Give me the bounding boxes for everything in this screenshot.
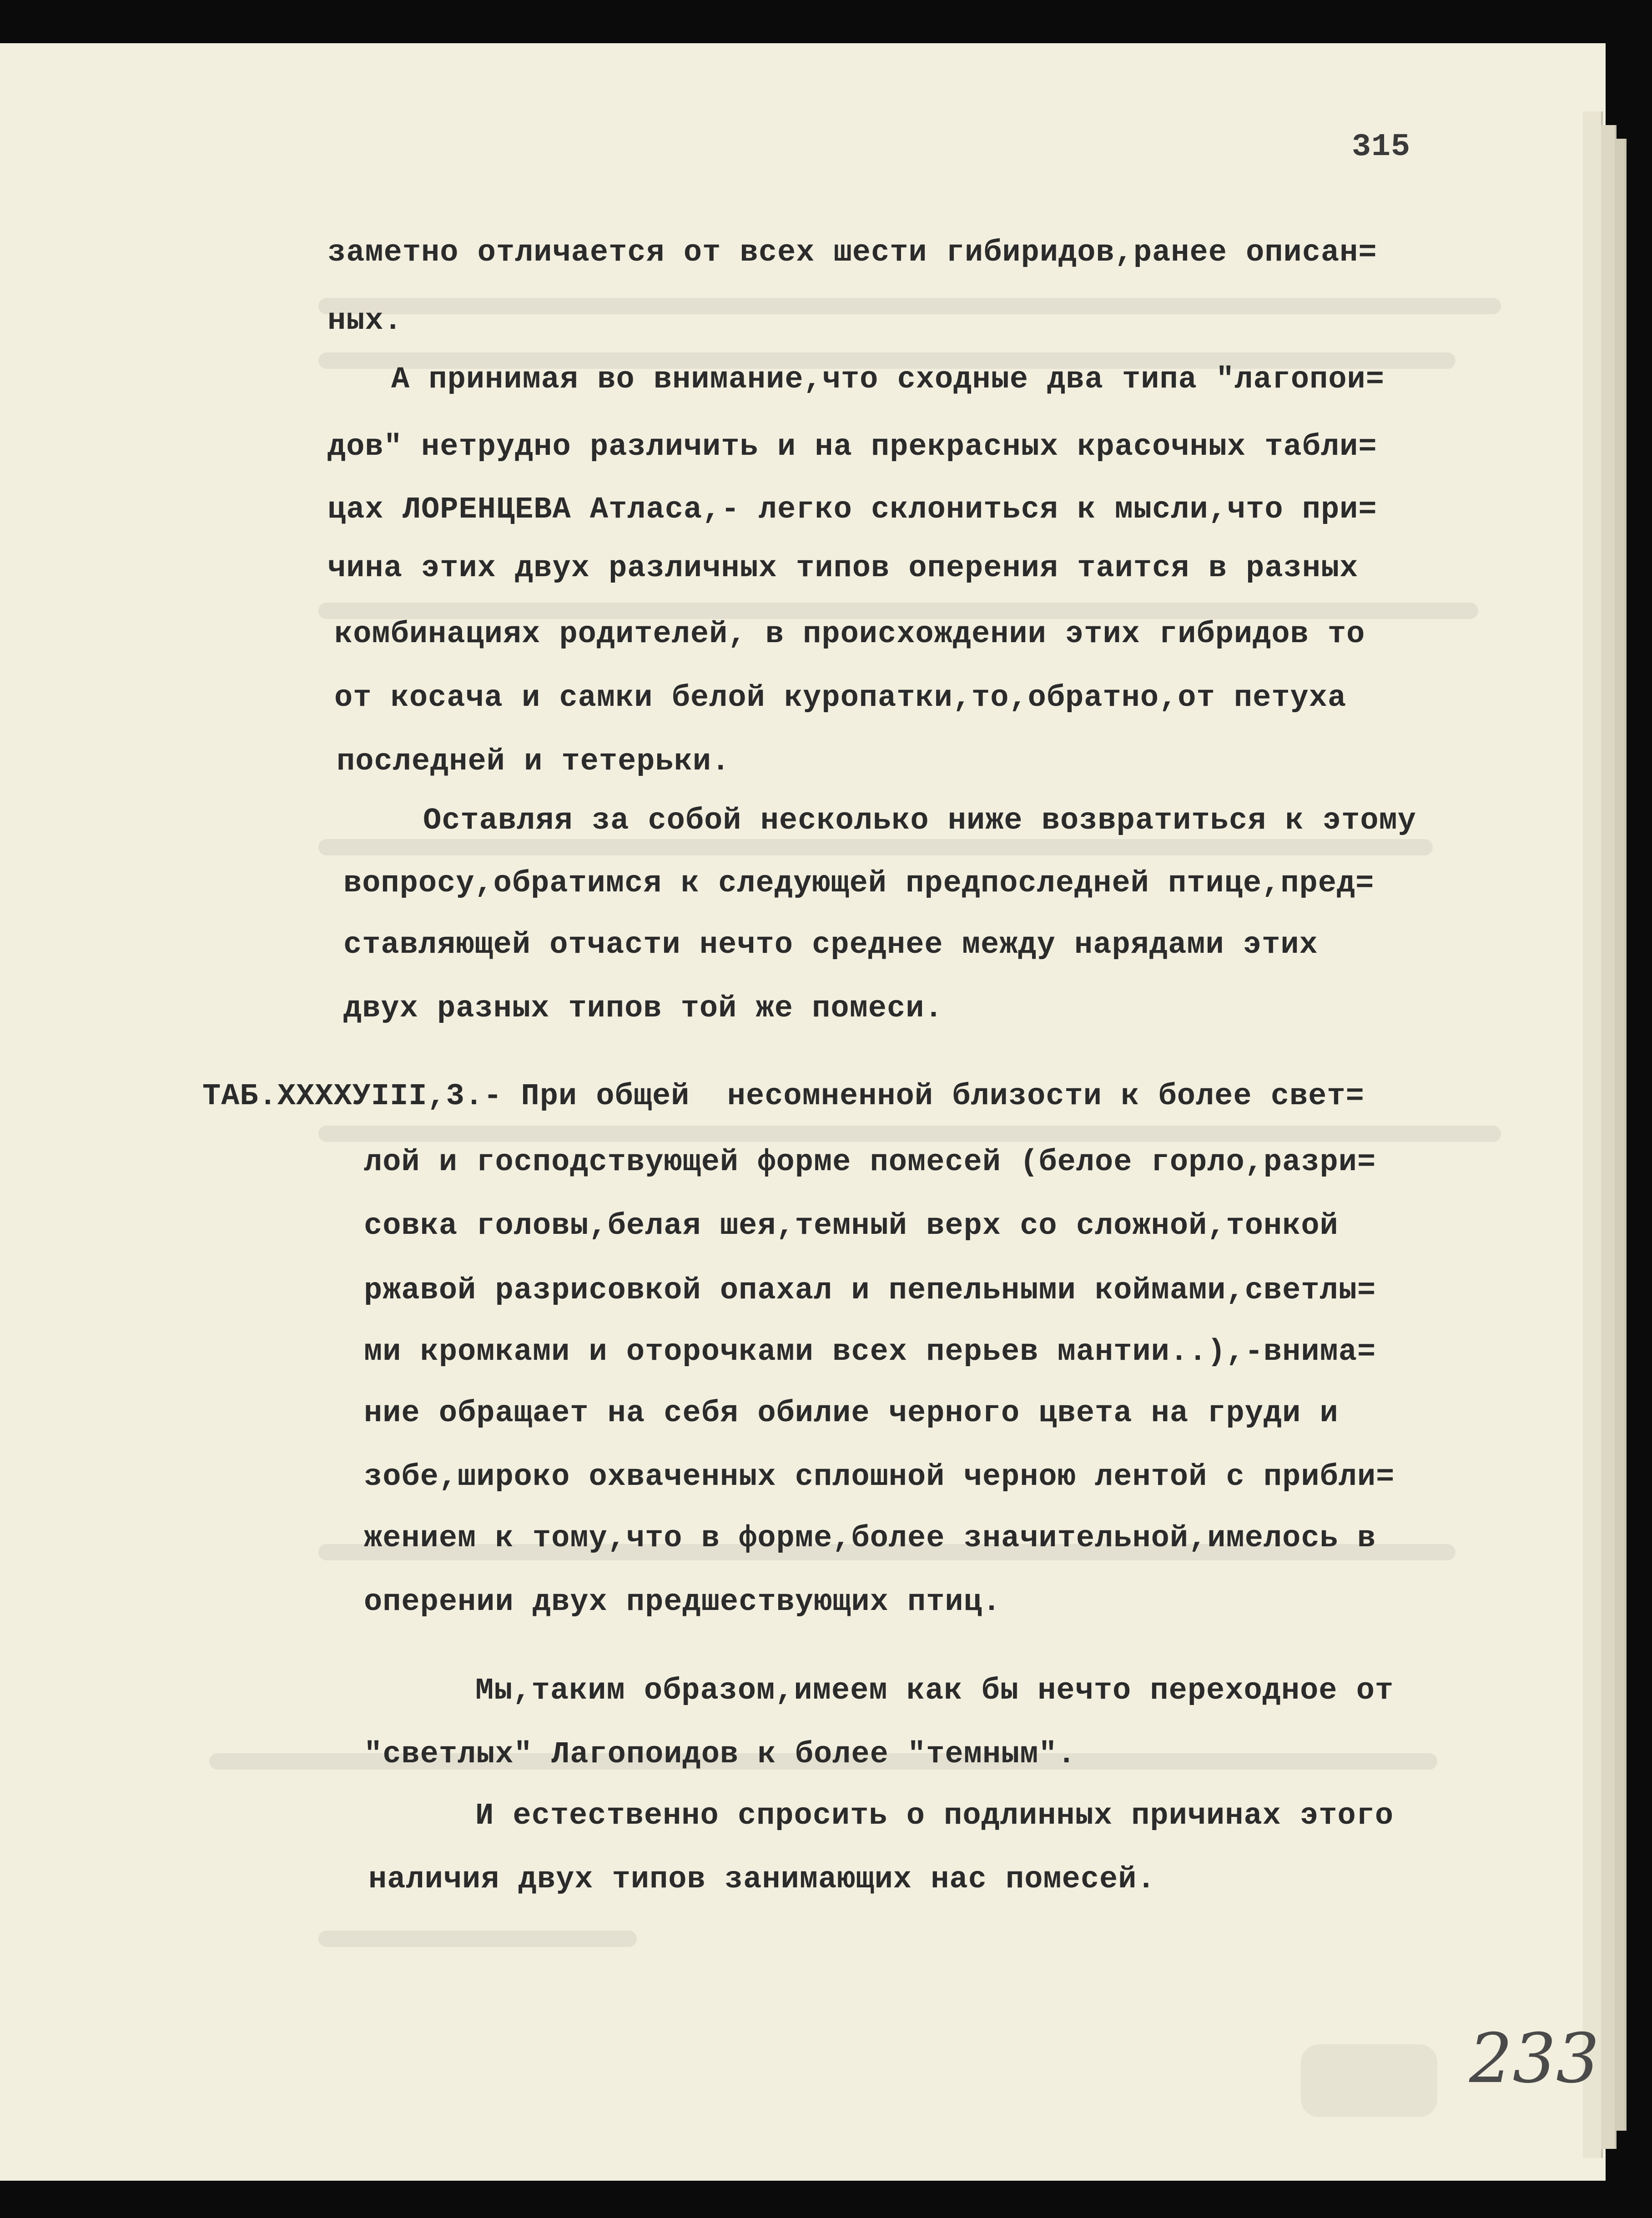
text-line: ставляющей отчасти нечто среднее между нарядами этих: [343, 928, 1318, 962]
text-line: жением к тому,что в форме,более значительной,имелось в: [364, 1521, 1376, 1556]
text-line: комбинациях родителей, в происхождении этих гибридов то: [334, 617, 1365, 652]
page-stack-edge: [1583, 111, 1603, 2158]
text-line: "светлых" Лагопоидов к более "темным".: [364, 1737, 1076, 1772]
text-line: двух разных типов той же помеси.: [343, 991, 943, 1026]
text-line: Оставляя за собой несколько ниже возвратиться к этому: [423, 804, 1416, 838]
text-line: совка головы,белая шея,темный верх со сложной,тонкой: [364, 1209, 1339, 1243]
text-line: оперении двух предшествующих птиц.: [364, 1585, 1002, 1619]
archive-stamp: [1301, 2044, 1437, 2117]
text-line: вопросу,обратимся к следующей предпоследней птице,пред=: [343, 866, 1375, 901]
text-line: ние обращает на себя обилие черного цвета на груди и: [364, 1396, 1339, 1431]
text-line: последней и тетерьки.: [337, 744, 730, 779]
text-line: наличия двух типов занимающих нас помесей.: [368, 1862, 1156, 1897]
text-line: ных.: [327, 304, 403, 338]
bleed-through-mark: [318, 839, 1433, 855]
text-line: зобе,широко охваченных сплошной черною лентой с прибли=: [364, 1460, 1395, 1494]
text-line: заметно отличается от всех шести гибиридов,ранее описан=: [327, 236, 1377, 270]
bleed-through-mark: [318, 1126, 1501, 1142]
text-line: ржавой разрисовкой опахал и пепельными коймами,светлы=: [364, 1273, 1376, 1308]
bleed-through-mark: [318, 298, 1501, 314]
text-line: лой и господствующей форме помесей (белое горло,разри=: [364, 1145, 1376, 1180]
text-line: А принимая во внимание,что сходные два типа "лагопои=: [391, 362, 1385, 397]
text-line: чина этих двух различных типов оперения таится в разных: [327, 551, 1359, 586]
text-line: Мы,таким образом,имеем как бы нечто переходное от: [475, 1674, 1394, 1708]
bleed-through-mark: [318, 1931, 637, 1947]
text-line: И естественно спросить о подлинных причинах этого: [475, 1799, 1394, 1833]
text-line: ми кромками и оторочками всех перьев мантии..),-внима=: [364, 1335, 1376, 1369]
page-stack-edge: [1615, 139, 1627, 2131]
text-line: цах ЛОРЕНЦЕВА Атласа,- легко склониться к мысли,что при=: [327, 493, 1377, 527]
page-number: 315: [1352, 129, 1411, 165]
text-line: дов" нетрудно различить и на прекрасных красочных табли=: [327, 430, 1377, 464]
handwritten-folio-number: 233: [1469, 2019, 1600, 2098]
text-line: от косача и самки белой куропатки,то,обратно,от петуха: [334, 681, 1347, 715]
page-stack-edge: [1601, 125, 1617, 2149]
bleed-through-mark: [318, 603, 1478, 619]
table-reference: ТАБ.XXXXУIII,3.- При общей несомненной близости к более свет=: [202, 1079, 1365, 1114]
